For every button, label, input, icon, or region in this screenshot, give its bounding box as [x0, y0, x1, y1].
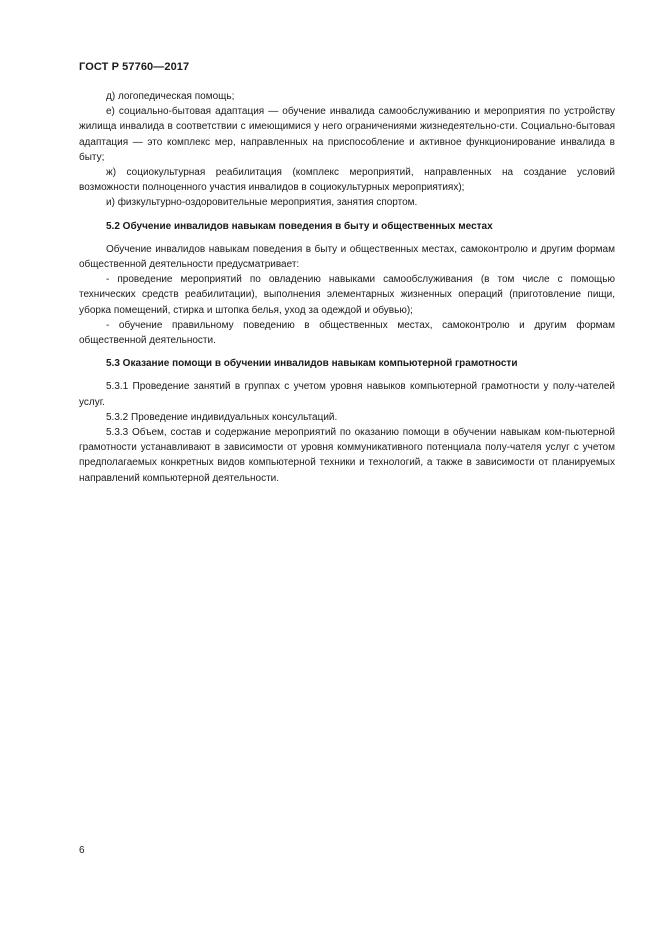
- section-5-2-item-1: - проведение мероприятий по овладению навыками самообслуживания (в том числе с помощью технических средств реабилитации), выполнения элементарных жизненных операций (приготовление пищи, уборка помещений, стирка и штопка белья, уход за одеждой и обувью);: [79, 274, 615, 316]
- section-heading-5-3: 5.3 Оказание помощи в обучении инвалидов навыкам компьютерной грамотности: [106, 358, 518, 370]
- clause-5-3-2: 5.3.2 Проведение индивидуальных консультаций.: [106, 411, 338, 423]
- clause-5-3-3: 5.3.3 Объем, состав и содержание мероприятий по оказанию помощи в обучении навыкам ком-пьютерной грамотности устанавливают в зависимости от уровня коммуникативного потенциала полу-чателя услуг с учетом предполагаемых конкретных видов компьютерной техники и технологий, а также в зависимости от планируемых направлений компьютерной деятельности.: [79, 427, 615, 484]
- section-5-2-intro: Обучение инвалидов навыкам поведения в быту и общественных местах, самоконтролю и другим формам общественной деятельности предусматривает:: [79, 243, 615, 271]
- list-item-d: д) логопедическая помощь;: [106, 91, 235, 102]
- document-body: [79, 89, 615, 486]
- page-number: 6: [79, 845, 85, 856]
- clause-5-3-1: 5.3.1 Проведение занятий в группах с учетом уровня навыков компьютерной грамотности у полу-чателей услуг.: [79, 381, 615, 408]
- section-5-2-item-2: - обучение правильному поведению в общественных местах, самоконтролю и другим формам общественной деятельности.: [79, 319, 615, 347]
- list-item-zh: ж) социокультурная реабилитация (комплекс мероприятий, направленных на создание условий возможности полноценного участия инвалидов в социокультурных мероприятиях);: [79, 167, 615, 194]
- document-code-header: ГОСТ Р 57760—2017: [79, 61, 190, 73]
- list-item-e: е) социально-бытовая адаптация — обучение инвалида самообслуживанию и мероприятия по устройству жилища инвалида в соответствии с имеющимися у него ограничениями жизнедеятельно-сти. Социально-бытовая адаптация — это комплекс мер, направленных на приспособление и активное функционирование инвалида в быту;: [79, 106, 615, 163]
- section-heading-5-2: 5.2 Обучение инвалидов навыкам поведения в быту и общественных местах: [106, 220, 493, 232]
- list-item-i: и) физкультурно-оздоровительные мероприятия, занятия спортом.: [106, 197, 418, 209]
